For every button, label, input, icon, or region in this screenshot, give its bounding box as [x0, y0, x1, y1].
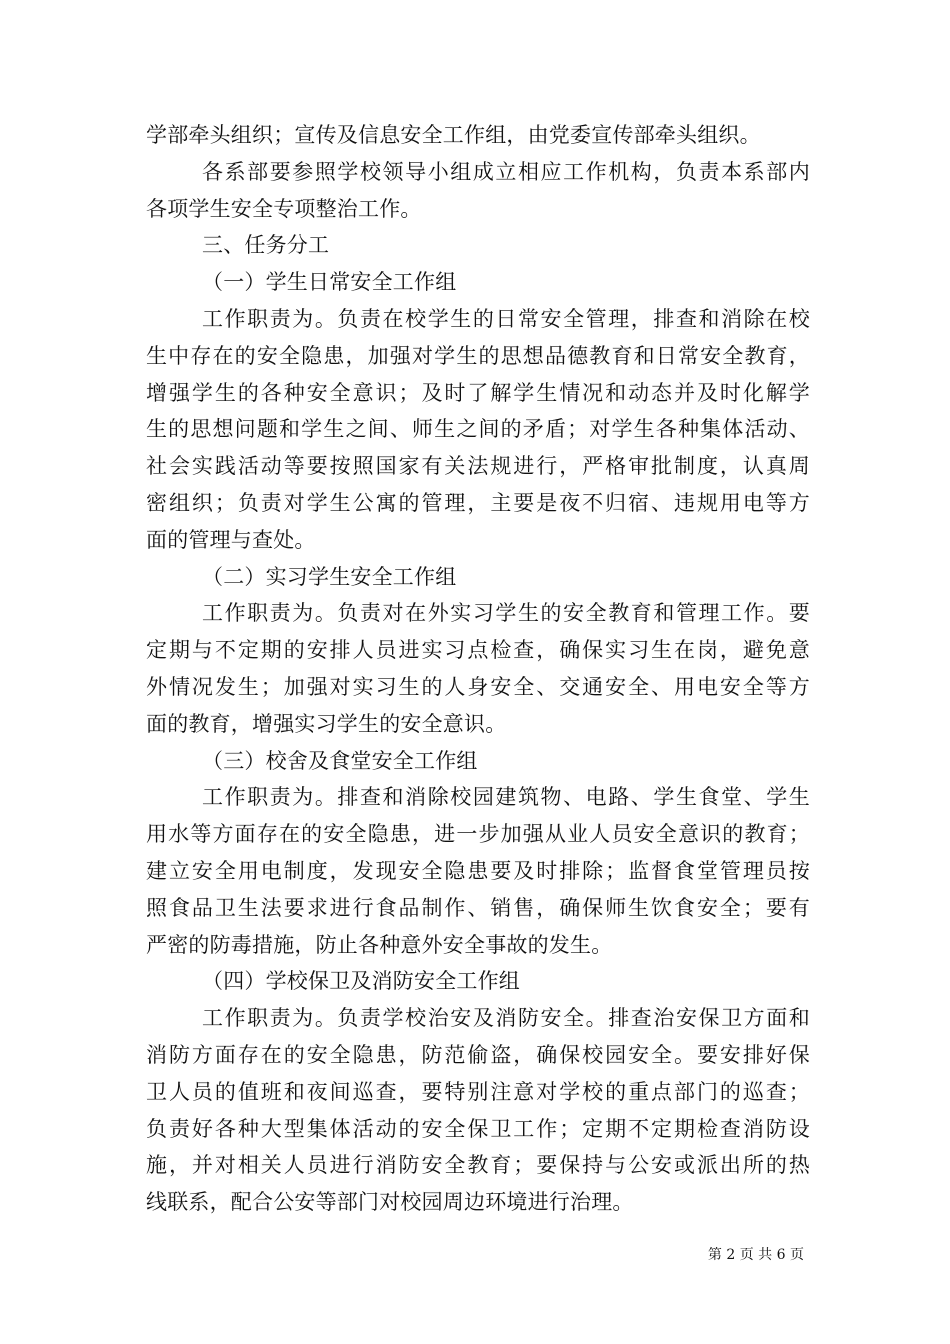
text-line: （四）学校保卫及消防安全工作组: [202, 969, 520, 994]
text-line: 卫人员的值班和夜间巡查，要特别注意对学校的重点部门的巡查；: [146, 1079, 810, 1104]
text-line: 工作职责为。负责对在外实习学生的安全教育和管理工作。要: [202, 601, 810, 626]
text-line: 各项学生安全专项整治工作。: [146, 196, 422, 221]
text-line: 密组织；负责对学生公寓的管理，主要是夜不归宿、违规用电等方: [146, 490, 810, 515]
text-line: 消防方面存在的安全隐患，防范偷盗，确保校园安全。要安排好保: [146, 1042, 810, 1067]
text-line: 用水等方面存在的安全隐患，进一步加强从业人员安全意识的教育；: [146, 822, 810, 847]
text-line: 建立安全用电制度，发现安全隐患要及时排除；监督食堂管理员按: [146, 858, 810, 883]
text-line: （三）校舍及食堂安全工作组: [202, 748, 478, 773]
text-line: 照食品卫生法要求进行食品制作、销售，确保师生饮食安全；要有: [146, 895, 810, 920]
document-body: [146, 117, 810, 1221]
text-line: 学部牵头组织；宣传及信息安全工作组，由党委宣传部牵头组织。: [146, 123, 761, 147]
text-line: 工作职责为。负责在校学生的日常安全管理，排查和消除在校: [202, 306, 810, 331]
text-line: 社会实践活动等要按照国家有关法规进行，严格审批制度，认真周: [146, 454, 810, 479]
text-line: 工作职责为。排查和消除校园建筑物、电路、学生食堂、学生: [202, 785, 810, 810]
text-line: 面的教育，增强实习学生的安全意识。: [146, 711, 507, 736]
text-line: 线联系，配合公安等部门对校园周边环境进行治理。: [146, 1190, 634, 1215]
text-line: （一）学生日常安全工作组: [202, 270, 457, 295]
text-line: 外情况发生；加强对实习生的人身安全、交通安全、用电安全等方: [146, 674, 810, 699]
text-line: 定期与不定期的安排人员进实习点检查，确保实习生在岗，避免意: [146, 638, 810, 663]
text-line: 各系部要参照学校领导小组成立相应工作机构，负责本系部内: [202, 159, 810, 184]
text-line: 面的管理与查处。: [146, 527, 316, 552]
text-line: 工作职责为。负责学校治安及消防安全。排查治安保卫方面和: [202, 1006, 810, 1031]
text-line: 增强学生的各种安全意识；及时了解学生情况和动态并及时化解学: [146, 380, 810, 405]
text-line: 严密的防毒措施，防止各种意外安全事故的发生。: [146, 932, 613, 957]
text-line: 施，并对相关人员进行消防安全教育；要保持与公安或派出所的热: [146, 1153, 810, 1178]
text-line: 生中存在的安全隐患，加强对学生的思想品德教育和日常安全教育，: [146, 343, 810, 368]
text-line: 生的思想问题和学生之间、师生之间的矛盾；对学生各种集体活动、: [146, 417, 810, 442]
text-line: 三、任务分工: [202, 233, 330, 258]
page-number: 第 2 页 共 6 页: [707, 1247, 804, 1263]
text-line: （二）实习学生安全工作组: [202, 564, 457, 589]
text-line: 负责好各种大型集体活动的安全保卫工作；定期不定期检查消防设: [146, 1116, 810, 1141]
